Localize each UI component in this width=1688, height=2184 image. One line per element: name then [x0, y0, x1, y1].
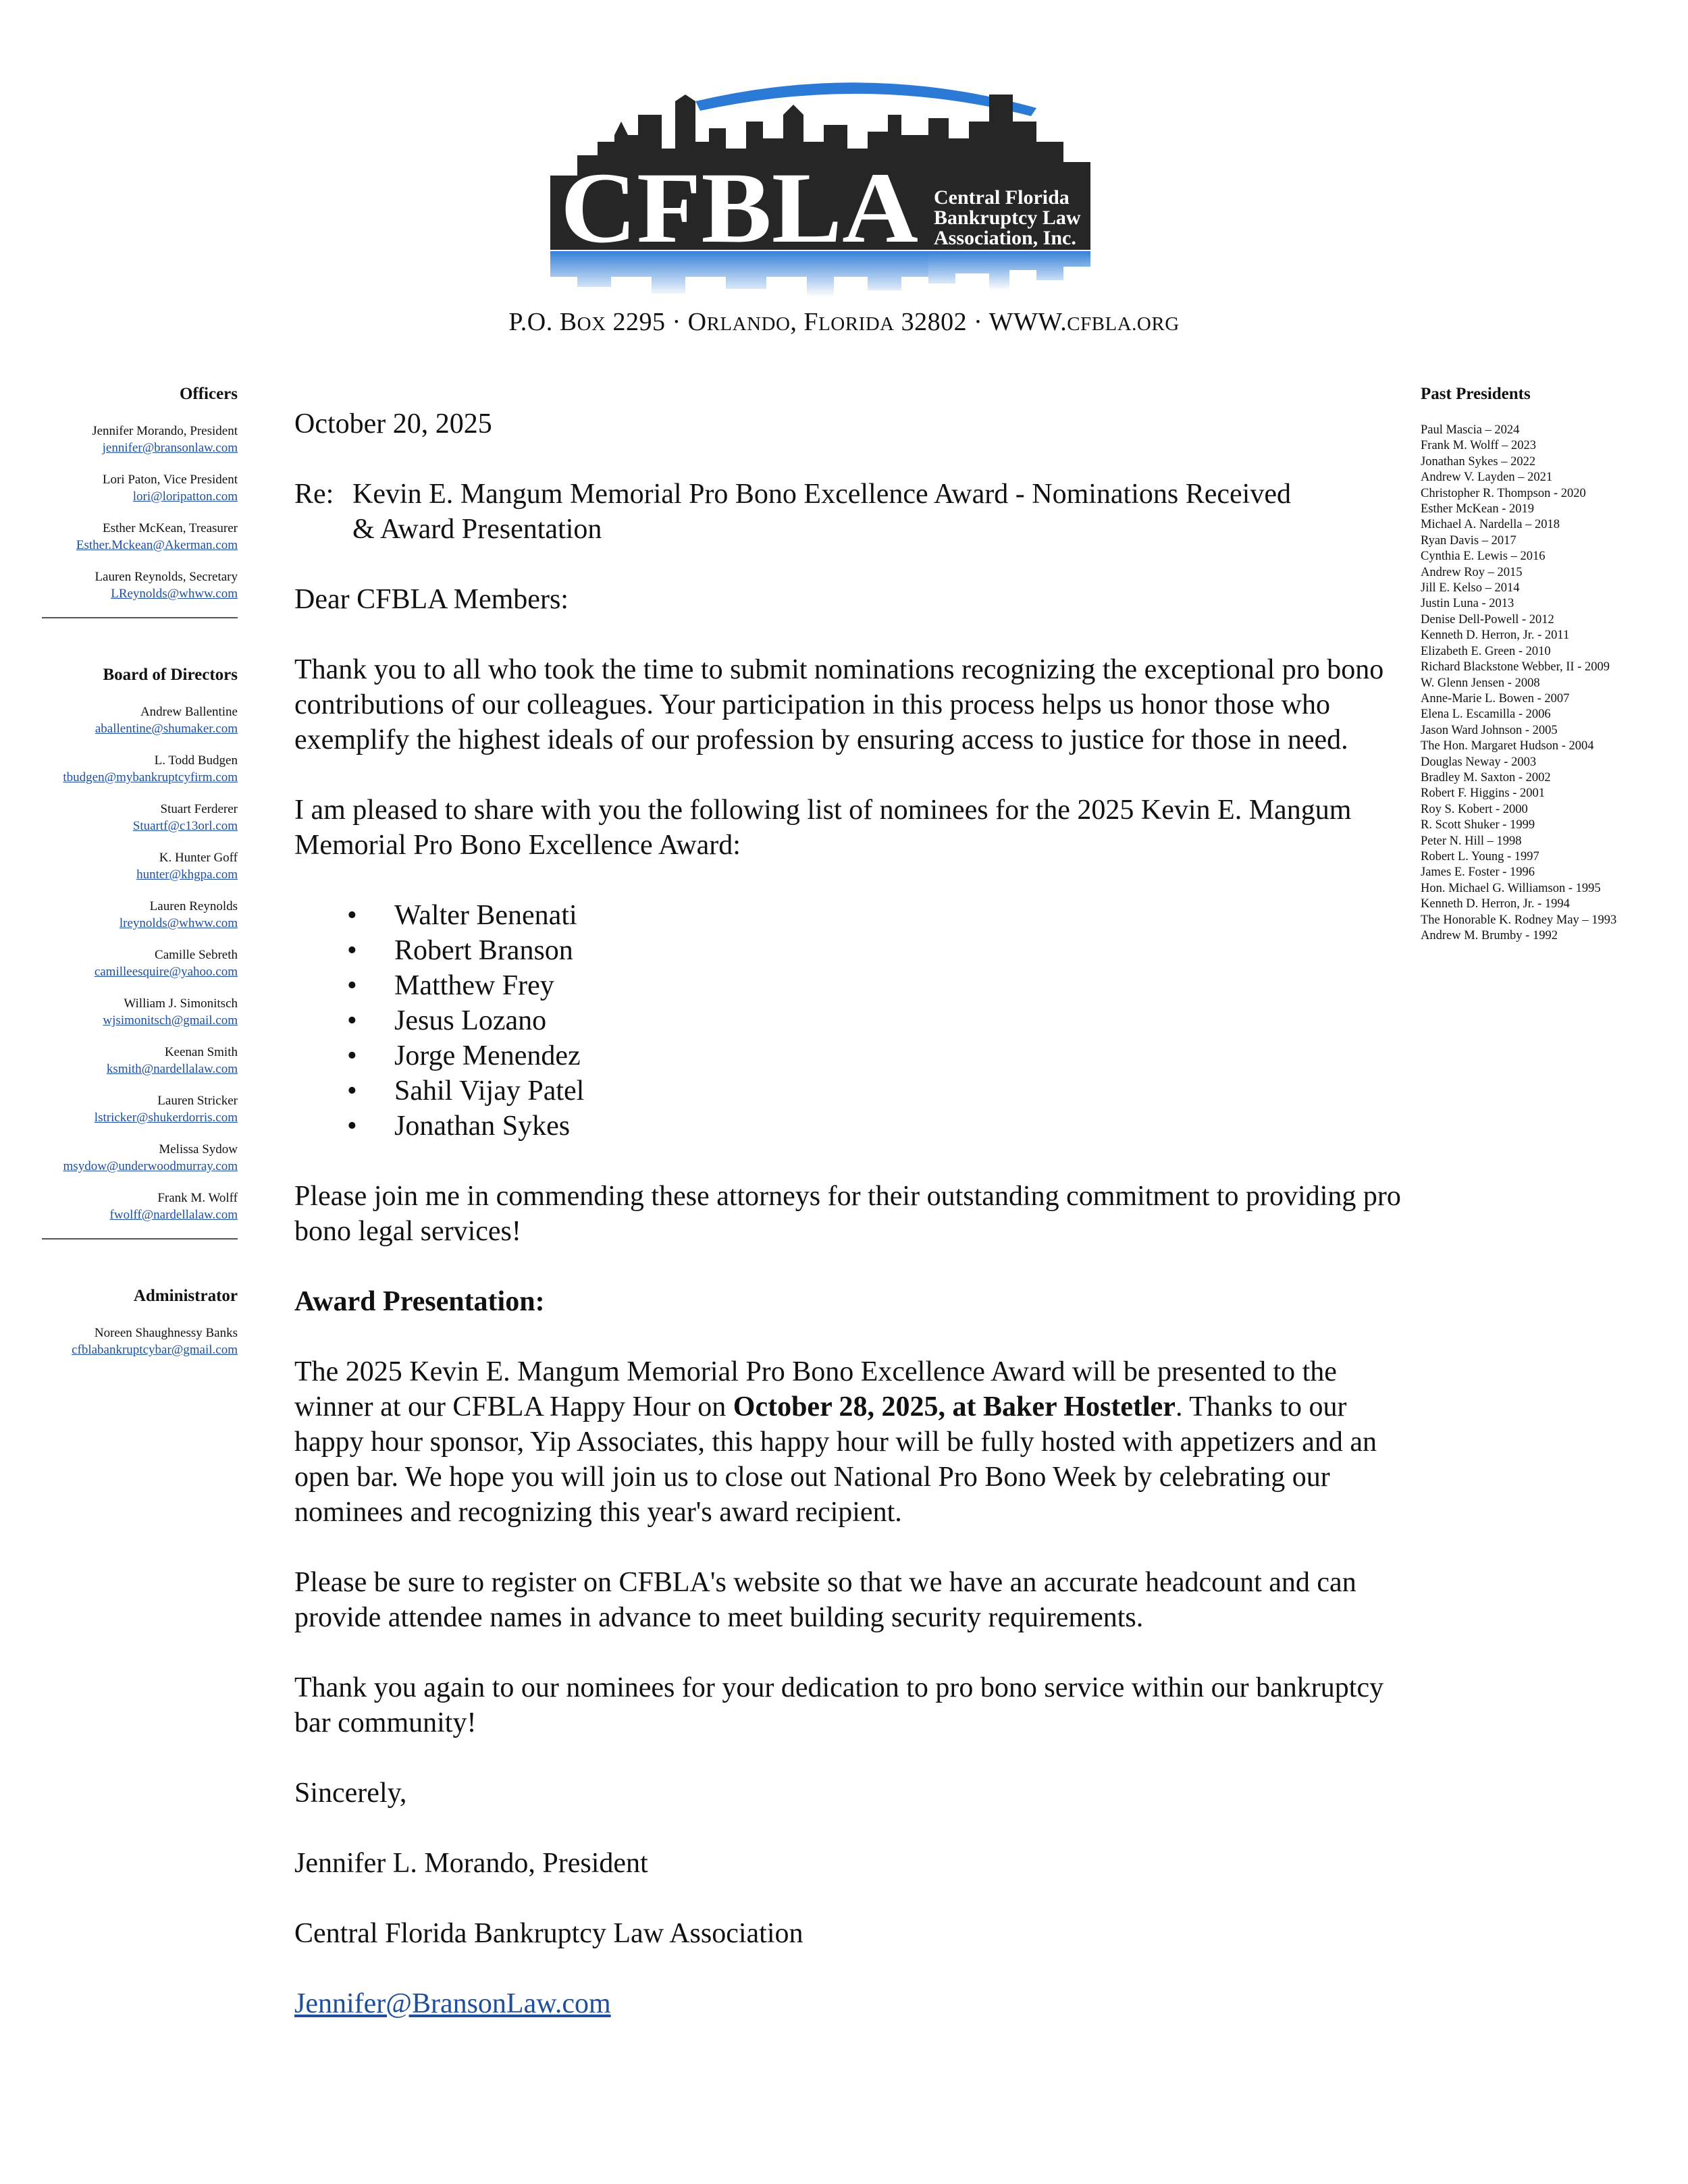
- member-entry: [27, 1092, 238, 1126]
- past-president-item: Jason Ward Johnson - 2005: [1421, 723, 1558, 737]
- member-email-link[interactable]: fwolff@nardellalaw.com: [109, 1208, 238, 1222]
- past-president-item: Robert F. Higgins - 2001: [1421, 787, 1546, 801]
- past-president-item: W. Glenn Jensen - 2008: [1421, 676, 1540, 690]
- past-president-item: Elena L. Escamilla - 2006: [1421, 708, 1551, 722]
- past-president-item: Andrew M. Brumby - 1992: [1421, 929, 1558, 942]
- past-presidents-list: [1421, 423, 1677, 944]
- past-president-item: Roy S. Kobert - 2000: [1421, 802, 1528, 816]
- nominee-item: • Walter Benenati: [294, 898, 1402, 933]
- member-email-link[interactable]: lstricker@shukerdorris.com: [94, 1111, 238, 1125]
- member-name: Stuart Ferderer: [160, 802, 238, 816]
- member-name: Noreen Shaughnessy Banks: [94, 1326, 238, 1340]
- member-name: Keenan Smith: [164, 1045, 238, 1059]
- member-email-link[interactable]: tbudgen@mybankruptcyfirm.com: [63, 770, 238, 784]
- officers-list: [27, 423, 238, 602]
- member-entry: [27, 752, 238, 786]
- signature-org: Central Florida Bankruptcy Law Association: [294, 1918, 803, 1949]
- paragraph: Thank you to all who took the time to submit nominations recognizing the exceptional pro bono contributions of our colleagues. Your participation in this process helps us honor those who exemplify the highest ideals of our profession by ensuring access to justice for those in need.: [294, 654, 1384, 755]
- member-entry: [27, 947, 238, 980]
- past-president-item: Douglas Neway - 2003: [1421, 755, 1537, 769]
- nominee-list: [294, 898, 1402, 1144]
- letter-body: [294, 406, 1402, 2056]
- member-email-link[interactable]: ksmith@nardellalaw.com: [106, 1062, 238, 1076]
- member-entry: [27, 1141, 238, 1175]
- board-list: [27, 703, 238, 1223]
- member-entry: [27, 471, 238, 505]
- past-president-item: Paul Mascia – 2024: [1421, 423, 1520, 437]
- member-entry: [27, 801, 238, 834]
- member-name: Lori Paton, Vice President: [102, 473, 238, 487]
- board-heading: Board of Directors: [103, 666, 238, 684]
- award-heading: Award Presentation:: [294, 1286, 545, 1317]
- svg-text:Bankruptcy Law: Bankruptcy Law: [934, 207, 1081, 229]
- nominee-item: • Jonathan Sykes: [294, 1109, 1402, 1144]
- closing: Sincerely,: [294, 1778, 407, 1809]
- member-entry: [27, 423, 238, 456]
- past-president-item: Justin Luna - 2013: [1421, 597, 1514, 611]
- salutation: Dear CFBLA Members:: [294, 584, 569, 615]
- member-name: Lauren Reynolds: [149, 899, 238, 913]
- nominee-item: • Matthew Frey: [294, 968, 1402, 1003]
- signature-name: Jennifer L. Morando, President: [294, 1848, 648, 1879]
- member-email-link[interactable]: aballentine@shumaker.com: [95, 722, 238, 736]
- address-line: P.O. BOX 2295 · ORLANDO, FLORIDA 32802 · WWW.CFBLA.ORG: [508, 308, 1180, 336]
- nominee-item: • Jorge Menendez: [294, 1038, 1402, 1073]
- officers-heading: Officers: [179, 385, 238, 403]
- member-email-link[interactable]: cfblabankruptcybar@gmail.com: [72, 1343, 238, 1357]
- past-president-item: Anne-Marie L. Bowen - 2007: [1421, 691, 1570, 705]
- past-president-item: James E. Foster - 1996: [1421, 865, 1535, 880]
- past-president-item: Elizabeth E. Green - 2010: [1421, 644, 1551, 658]
- svg-text:CFBLA: CFBLA: [560, 152, 918, 264]
- member-email-link[interactable]: Esther.Mckean@Akerman.com: [76, 538, 238, 552]
- member-entry: [27, 703, 238, 737]
- member-email-link[interactable]: lori@loripatton.com: [132, 489, 238, 504]
- past-president-item: The Hon. Margaret Hudson - 2004: [1421, 739, 1594, 753]
- signature-block: [294, 1846, 1402, 2021]
- member-name: Esther McKean, Treasurer: [103, 521, 238, 535]
- past-president-item: Christopher R. Thompson - 2020: [1421, 486, 1586, 500]
- past-president-item: Andrew Roy – 2015: [1421, 565, 1523, 579]
- right-sidebar: [1421, 385, 1677, 944]
- nominee-item: • Robert Branson: [294, 933, 1402, 968]
- member-email-link[interactable]: msydow@underwoodmurray.com: [63, 1159, 238, 1173]
- member-entry: [27, 1044, 238, 1077]
- nominee-item: • Jesus Lozano: [294, 1003, 1402, 1038]
- member-name: K. Hunter Goff: [159, 851, 238, 865]
- past-president-item: Robert L. Young - 1997: [1421, 849, 1539, 863]
- divider: [42, 617, 238, 618]
- past-president-item: Cynthia E. Lewis – 2016: [1421, 550, 1546, 564]
- member-entry: [27, 849, 238, 883]
- member-email-link[interactable]: Stuartf@c13orl.com: [132, 819, 238, 833]
- administrator-heading: Administrator: [133, 1287, 238, 1305]
- member-name: Frank M. Wolff: [157, 1191, 238, 1205]
- past-president-item: Peter N. Hill – 1998: [1421, 834, 1522, 848]
- subject-line: Re: Kevin E. Mangum Memorial Pro Bono Excellence Award - Nominations Received & Award Presentation: [294, 479, 1291, 545]
- svg-text:Association, Inc.: Association, Inc.: [934, 227, 1076, 249]
- paragraph: The 2025 Kevin E. Mangum Memorial Pro Bono Excellence Award will be presented to the winner at our CFBLA Happy Hour on October 28, 2025, at Baker Hostetler. Thanks to our happy hour sponsor, Yip Associates, this happy hour will be fully hosted with appetizers and an open bar. We hope you will join us to close out National Pro Bono Week by celebrating our nominees and recognizing this year's award recipient.: [294, 1356, 1377, 1528]
- signature-email-link[interactable]: Jennifer@BransonLaw.com: [294, 1988, 611, 2019]
- past-president-item: R. Scott Shuker - 1999: [1421, 818, 1535, 832]
- member-email-link[interactable]: LReynolds@whww.com: [111, 587, 238, 601]
- member-name: William J. Simonitsch: [124, 996, 238, 1011]
- past-president-item: Kenneth D. Herron, Jr. - 2011: [1421, 629, 1570, 643]
- member-entry: [27, 898, 238, 932]
- administrator-list: [27, 1325, 238, 1358]
- past-president-item: The Honorable K. Rodney May – 1993: [1421, 913, 1617, 927]
- letter-date: October 20, 2025: [294, 408, 492, 440]
- member-entry: [27, 520, 238, 554]
- member-entry: [27, 1190, 238, 1223]
- past-president-item: Richard Blackstone Webber, II - 2009: [1421, 660, 1610, 674]
- past-president-item: Frank M. Wolff – 2023: [1421, 439, 1537, 453]
- past-presidents-heading: Past Presidents: [1421, 385, 1531, 403]
- member-email-link[interactable]: hunter@khgpa.com: [136, 868, 238, 882]
- member-name: Lauren Stricker: [157, 1094, 238, 1108]
- past-president-item: Ryan Davis – 2017: [1421, 533, 1516, 548]
- past-president-item: Denise Dell-Powell - 2012: [1421, 612, 1554, 627]
- member-email-link[interactable]: jennifer@bransonlaw.com: [102, 441, 238, 455]
- past-president-item: Hon. Michael G. Williamson - 1995: [1421, 881, 1601, 895]
- member-entry: [27, 995, 238, 1029]
- member-entry: [27, 1325, 238, 1358]
- past-president-item: Kenneth D. Herron, Jr. - 1994: [1421, 897, 1570, 911]
- nominee-item: • Sahil Vijay Patel: [294, 1073, 1402, 1109]
- past-president-item: Michael A. Nardella – 2018: [1421, 518, 1560, 532]
- svg-text:Central Florida: Central Florida: [934, 186, 1070, 209]
- past-president-item: Esther McKean - 2019: [1421, 502, 1534, 516]
- paragraph: I am pleased to share with you the following list of nominees for the 2025 Kevin E. Mangum Memorial Pro Bono Excellence Award:: [294, 795, 1352, 861]
- past-president-item: Andrew V. Layden – 2021: [1421, 471, 1553, 485]
- divider: [42, 1238, 238, 1240]
- member-name: Camille Sebreth: [155, 948, 238, 962]
- left-sidebar: [27, 385, 238, 1373]
- member-email-link[interactable]: wjsimonitsch@gmail.com: [103, 1013, 238, 1028]
- member-name: Andrew Ballentine: [140, 705, 238, 719]
- member-email-link[interactable]: lreynolds@whww.com: [119, 916, 238, 930]
- cfbla-logo: [550, 74, 1111, 297]
- member-name: Melissa Sydow: [159, 1142, 238, 1156]
- past-president-item: Jill E. Kelso – 2014: [1421, 581, 1520, 595]
- paragraph: Please be sure to register on CFBLA's website so that we have an accurate headcount and can provide attendee names in advance to meet building security requirements.: [294, 1567, 1356, 1633]
- paragraph: Please join me in commending these attorneys for their outstanding commitment to providing pro bono legal services!: [294, 1181, 1401, 1247]
- member-name: L. Todd Budgen: [154, 753, 238, 768]
- paragraph: Thank you again to our nominees for your dedication to pro bono service within our bankruptcy bar community!: [294, 1672, 1384, 1738]
- member-email-link[interactable]: camilleesquire@yahoo.com: [94, 965, 238, 979]
- member-name: Jennifer Morando, President: [92, 424, 238, 438]
- member-name: Lauren Reynolds, Secretary: [95, 570, 238, 584]
- member-entry: [27, 568, 238, 602]
- past-president-item: Jonathan Sykes – 2022: [1421, 454, 1536, 469]
- past-president-item: Bradley M. Saxton - 2002: [1421, 770, 1551, 784]
